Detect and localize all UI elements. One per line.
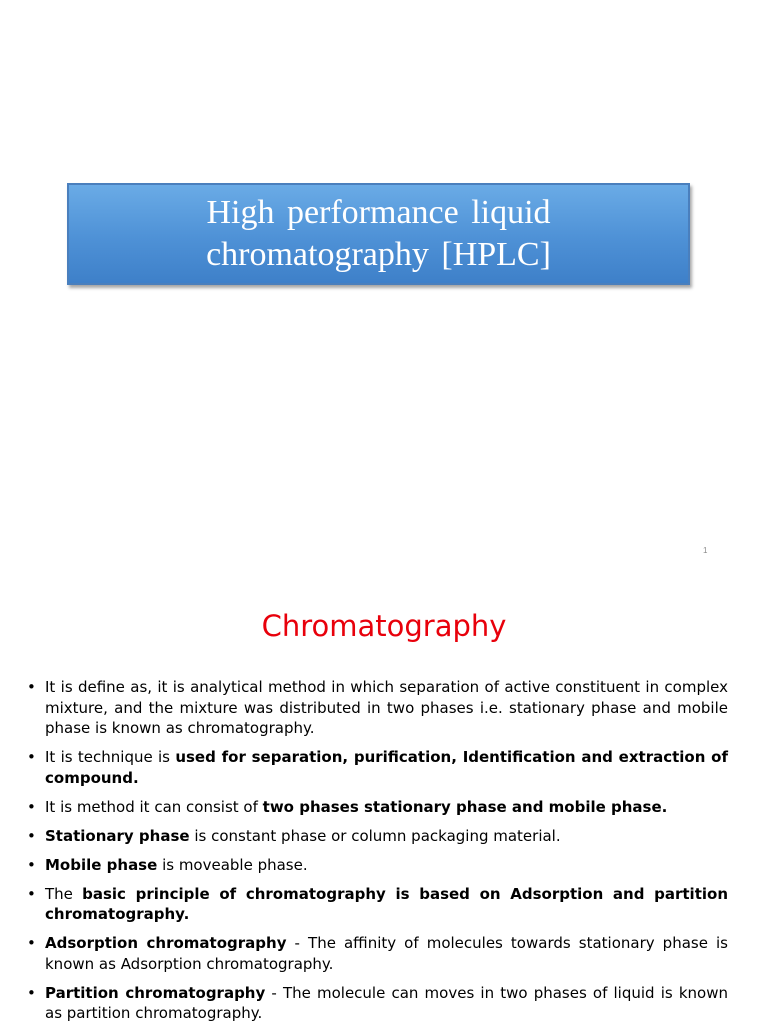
bullet-bold-text: two phases stationary phase and mobile phase. (262, 797, 668, 816)
bullet-text: It is define as, it is analytical method in which separation of active constituent in complex mixture, and the mixture was distributed in two phases i.e. stationary phase and mobile phase is known as chromatography. (45, 678, 728, 737)
bullet-item (24, 677, 728, 739)
bullet-text: is constant phase or column packaging material. (189, 826, 561, 845)
bullet-bold-text: used for separation, purification, Identification and extraction of compound. (45, 748, 728, 787)
bullet-marker-icon: • (27, 934, 36, 952)
bullet-list (24, 677, 728, 1024)
bullet-bold-text: Adsorption chromatography (45, 934, 287, 952)
bullet-item (24, 747, 728, 788)
bullet-marker-icon: • (27, 748, 36, 766)
bullet-text: The (45, 884, 83, 903)
slide-number: 1 (703, 546, 708, 555)
bullet-text: - The molecule can moves in two phases of liquid is known as partition chromatography. (45, 983, 728, 1022)
bullet-bold-text: Stationary phase (45, 826, 190, 845)
bullet-marker-icon: • (27, 678, 36, 696)
bullet-marker-icon: • (27, 797, 36, 816)
bullet-item (24, 933, 728, 974)
bullet-bold-text: Mobile phase (45, 855, 158, 874)
bullet-item (24, 884, 728, 925)
title-banner (67, 183, 690, 285)
bullet-marker-icon: • (27, 884, 36, 903)
bullet-marker-icon: • (27, 826, 36, 845)
slide-2-title: Chromatography (261, 609, 507, 643)
bullet-item (24, 797, 728, 818)
bullet-item (24, 855, 728, 876)
bullet-item (24, 826, 728, 847)
bullet-text: It is method it can consist of (45, 797, 263, 816)
bullet-text: It is technique is (45, 748, 176, 766)
bullet-item (24, 983, 728, 1024)
bullet-text: is moveable phase. (157, 855, 308, 874)
bullet-bold-text: basic principle of chromatography is based on Adsorption and partition chromatography. (45, 884, 728, 923)
bullet-marker-icon: • (27, 983, 36, 1002)
bullet-bold-text: Partition chromatography (45, 983, 266, 1002)
bullet-marker-icon: • (27, 855, 36, 874)
bullet-text: - The affinity of molecules towards stationary phase is known as Adsorption chromatography. (45, 934, 728, 973)
slide-2 (0, 576, 768, 1024)
slide-1-title: High performance liquid chromatography [HPLC] (206, 194, 551, 273)
